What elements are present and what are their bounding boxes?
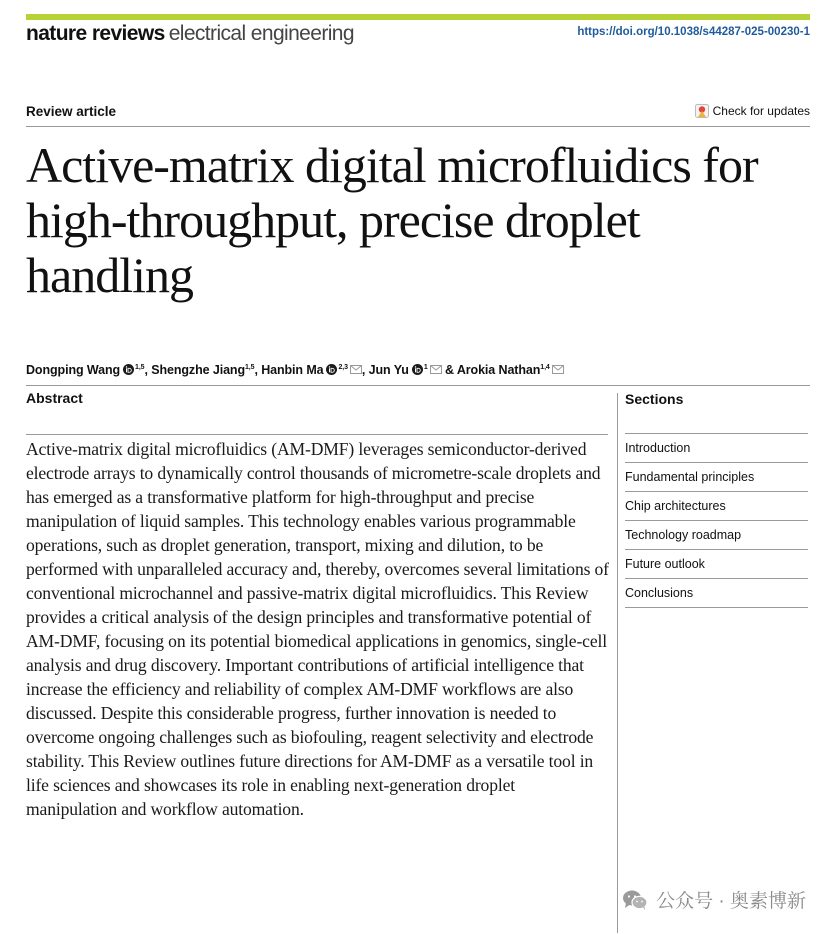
author-name: Arokia Nathan (456, 363, 541, 377)
author-name: Shengzhe Jiang (151, 363, 245, 377)
affiliation-superscript[interactable]: 1,5 (245, 364, 255, 371)
author-name: Dongping Wang (26, 363, 121, 377)
sections-heading: Sections (625, 391, 684, 407)
column-divider (617, 393, 618, 933)
author[interactable] (151, 363, 254, 377)
article-type-label: Review article (26, 104, 117, 119)
author-name: Jun Yu (368, 363, 409, 377)
author-separator: & (441, 363, 457, 377)
email-icon[interactable] (350, 363, 362, 372)
author-separator: , (144, 363, 152, 377)
orcid-icon[interactable] (123, 364, 134, 375)
author-separator: , (361, 363, 369, 377)
author-separator: , (254, 363, 262, 377)
journal-logo[interactable] (26, 22, 354, 48)
journal-name-light: electrical engineering (168, 22, 354, 45)
watermark-text: 公众号 · 奥素博新 (656, 891, 806, 912)
journal-color-bar (26, 14, 810, 20)
section-link-future-outlook[interactable]: Future outlook (625, 549, 808, 578)
affiliation-superscript[interactable]: 1,4 (540, 364, 550, 371)
check-for-updates-label: Check for updates (712, 104, 810, 118)
section-link-introduction[interactable]: Introduction (625, 433, 808, 462)
authors-divider (26, 385, 810, 386)
orcid-icon[interactable] (412, 364, 423, 375)
sections-nav (625, 433, 808, 608)
author[interactable] (261, 363, 362, 377)
author-name: Hanbin Ma (261, 363, 324, 377)
affiliation-superscript[interactable]: 2,3 (338, 364, 348, 371)
header-divider (26, 126, 810, 127)
doi-link[interactable]: https://doi.org/10.1038/s44287-025-00230-1 (577, 26, 810, 38)
author-list (26, 363, 564, 377)
orcid-icon[interactable] (326, 364, 337, 375)
check-for-updates-icon (695, 104, 709, 118)
abstract-heading: Abstract (26, 390, 83, 406)
affiliation-superscript[interactable]: 1 (423, 364, 428, 371)
article-title: Active-matrix digital microfluidics for high-throughput, precise droplet handling (26, 137, 758, 303)
abstract-text: Active-matrix digital microfluidics (AM-DMF) leverages semiconductor-derived electrode arrays to dynamically control thousands of micrometre-scale droplets and has emerged as a transformative platform for high-throughput and precise manipulation of liquid samples. This technology enables various programmable operations, such as droplet generation, transport, mixing and dilution, to be performed with unparalleled accuracy and, thereby, overcomes several limitations of conventional microchannel and passive-matrix digital microfluidics. This Review provides a critical analysis of the design principles and transformative potential of AM-DMF, focusing on its potential biomedical applications in genomics, single-cell analysis and drug discovery. Important contributions of artificial intelligence that increase the efficiency and reliability of complex AM-DMF workflows are also discussed. Despite this considerable progress, further innovation is needed to overcome ongoing challenges such as biofouling, reagent selectivity and electrode stability. This Review outlines future directions for AM-DMF as a versatile tool in life sciences and showcases its role in enabling next-generation droplet manipulation and workflow automation. (26, 439, 609, 819)
email-icon[interactable] (430, 363, 442, 372)
affiliation-superscript[interactable]: 1,5 (135, 364, 145, 371)
wechat-icon (622, 889, 648, 911)
journal-name-bold: nature reviews (26, 22, 165, 45)
watermark (622, 886, 806, 913)
abstract-divider (26, 434, 608, 435)
author[interactable] (26, 363, 144, 377)
email-icon[interactable] (552, 363, 564, 372)
section-link-technology-roadmap[interactable]: Technology roadmap (625, 520, 808, 549)
section-link-fundamental-principles[interactable]: Fundamental principles (625, 462, 808, 491)
check-for-updates-button[interactable] (695, 104, 810, 118)
author[interactable] (457, 363, 564, 377)
section-link-chip-architectures[interactable]: Chip architectures (625, 491, 808, 520)
author[interactable] (369, 363, 442, 377)
section-link-conclusions[interactable]: Conclusions (625, 578, 808, 608)
